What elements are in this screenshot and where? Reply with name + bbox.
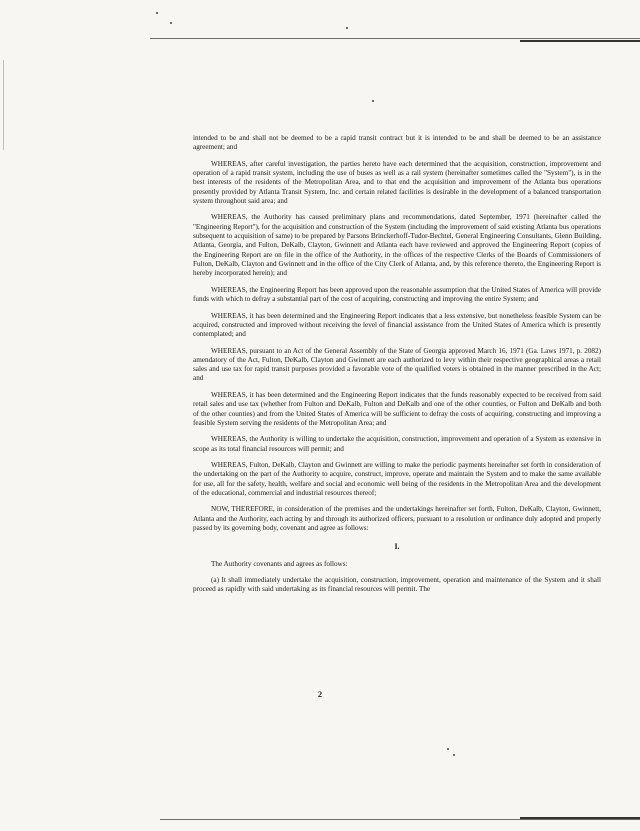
whereas-paragraph: WHEREAS, the Authority is willing to undertake the acquisition, construction, improvement and operation of a System as extensive in scope as its total financial resources will permit; and xyxy=(193,435,601,453)
section-paragraph: (a) It shall immediately undertake the acquisition, construction, improvement, operation and maintenance of the System and it shall proceed as rapidly with said undertaking as its financial resources will permit. The xyxy=(193,576,601,594)
scan-left-edge xyxy=(3,60,4,150)
scan-top-rule-dark xyxy=(520,40,640,42)
section-heading: I. xyxy=(394,542,400,552)
whereas-paragraph: WHEREAS, after careful investigation, the parties hereto have each determined that the acquisition, construction, improvement and operation of a rapid transit system, including the use of buses as well as a rail system (hereinafter sometimes called the "System"), is in the best interests of the residents of the Metropolitan Area, and to that end the acquisition and improvement of the Atlanta bus operations presently provided by Atlanta Transit System, Inc. and certain related facilities is desirable in the development of a balanced transportation system throughout said area; and xyxy=(193,159,601,205)
scan-bottom-rule-dark xyxy=(520,817,640,819)
document-body xyxy=(193,134,601,602)
paragraph: intended to be and shall not be deemed to be a rapid transit contract but it is intended to be and shall be deemed to be an assistance agreement; and xyxy=(193,134,601,152)
page-number: 2 xyxy=(317,689,323,699)
scan-speck xyxy=(447,748,449,750)
scan-speck xyxy=(156,12,158,14)
whereas-paragraph: WHEREAS, the Engineering Report has been approved upon the reasonable assumption that the United States of America will provide funds with which to defray a substantial part of the cost of acquiring, constructing and improving the entire System; and xyxy=(193,285,601,304)
whereas-paragraph: WHEREAS, it has been determined and the Engineering Report indicates that the funds reasonably expected to be received from said retail sales and use tax (whether from Fulton and DeKalb, Fulton and DeKalb and one of the other counties, or Fulton and DeKalb and both of the other counties) and from the United States of America will be sufficient to defray the costs of acquiring, constructing and improving a feasible System serving the residents of the Metropolitan Area; and xyxy=(193,390,601,427)
scan-top-rule xyxy=(150,38,640,39)
whereas-paragraph: WHEREAS, the Authority has caused preliminary plans and recommendations, dated September, 1971 (hereinafter called the "Engineering Report"), for the acquisition and construction of the System (including the improvement of said existing Atlanta bus operations subsequent to acquisition of same) to be prepared by Parsons Brinckerhoff-Tudor-Bechtel, General Engineering Consultants, Glenn Building, Atlanta, Georgia, and Fulton, DeKalb, Clayton, Gwinnett and Atlanta each have reviewed and approved the Engineering Report (copies of the Engineering Report are on file in the office of the Authority, in the offices of the respective Clerks of the Boards of Commissioners of Fulton, DeKalb, Clayton and Gwinnett and in the office of the City Clerk of Atlanta, and, by this reference thereto, the Engineering Report is hereby incorporated herein); and xyxy=(193,213,601,278)
whereas-paragraph: WHEREAS, it has been determined and the Engineering Report indicates that a less extensive, but nonetheless feasible System can be acquired, constructed and improved without receiving the level of financial assistance from the United States of America which is presently contemplated; and xyxy=(193,311,601,339)
section-paragraph: The Authority covenants and agrees as follows: xyxy=(211,559,348,568)
whereas-paragraph: WHEREAS, Fulton, DeKalb, Clayton and Gwinnett are willing to make the periodic payments hereinafter set forth in consideration of the undertaking on the part of the Authority to acquire, construct, improve, operate and maintain the System and to make the same available for use, all for the safety, health, welfare and social and economic well being of the residents in the Metropolitan Area and the development of the educational, commercial and industrial resources thereof; xyxy=(193,461,601,497)
scan-speck xyxy=(170,22,172,24)
scan-speck xyxy=(346,27,348,29)
now-therefore-paragraph: NOW, THEREFORE, in consideration of the premises and the undertakings hereinafter set forth, Fulton, DeKalb, Clayton, Gwinnett, Atlanta and the Authority, each acting by and through its authorized officers, pursuant to a resolution or ordinance duly adopted and properly passed by its governing body, covenant and agree as follows: xyxy=(193,505,601,533)
scan-bottom-rule xyxy=(160,819,640,820)
scan-speck xyxy=(453,754,455,756)
scan-speck xyxy=(372,100,374,102)
whereas-paragraph: WHEREAS, pursuant to an Act of the General Assembly of the State of Georgia approved March 16, 1971 (Ga. Laws 1971, p. 2082) amendatory of the Act, Fulton, DeKalb, Clayton and Gwinnett are each authorized to levy within their respective geographical areas a retail sales and use tax for rapid transit purposes provided a favorable vote of the qualified voters is obtained in the manner prescribed in the Act; and xyxy=(193,346,601,383)
